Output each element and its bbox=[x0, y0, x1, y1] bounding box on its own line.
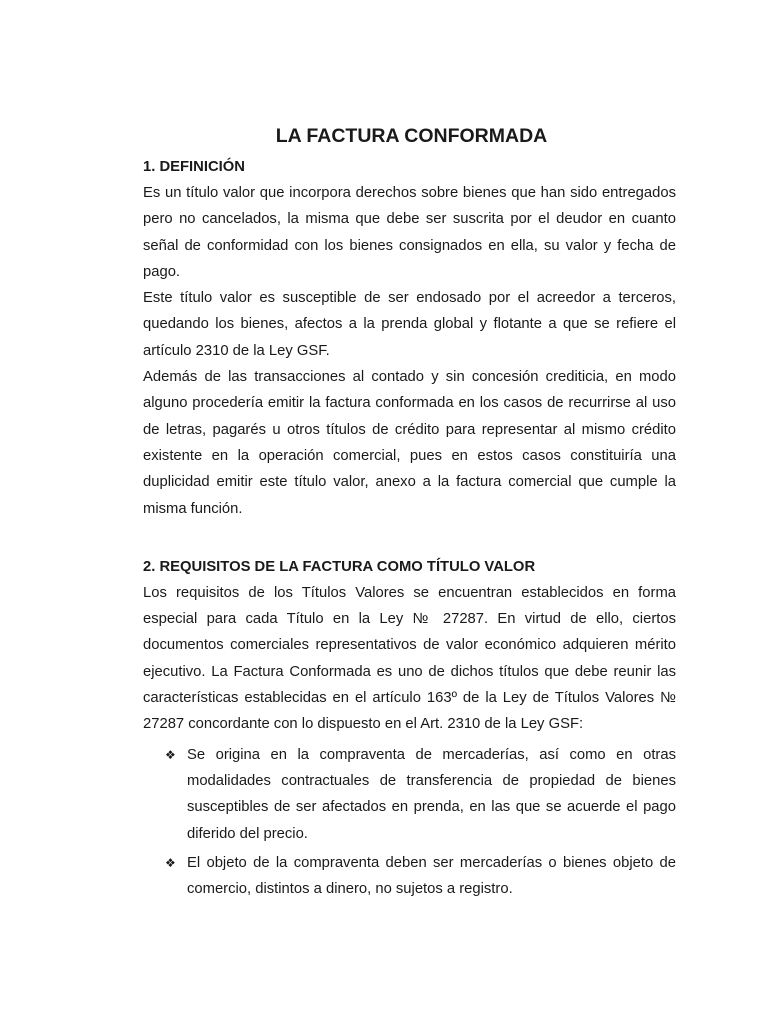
diamond-bullet-icon: ❖ bbox=[165, 747, 176, 762]
document-content bbox=[143, 123, 676, 905]
paragraph: Es un título valor que incorpora derechos sobre bienes que han sido entregados pero no cancelados, la misma que debe ser suscrita por el deudor en cuanto señal de conformidad con los bienes consignados en ella, su valor y fecha de pago. bbox=[143, 185, 676, 280]
document-title: LA FACTURA CONFORMADA bbox=[275, 125, 548, 147]
requirements-list bbox=[143, 742, 676, 903]
list-item-text: Se origina en la compraventa de mercaderías, así como en otras modalidades contractuales de transferencia de propiedad de bienes susceptibles de ser afectados en prenda, en las que se acuerde el pago diferido del precio. bbox=[187, 746, 676, 842]
list-item-text: El objeto de la compraventa deben ser mercaderías o bienes objeto de comercio, distintos a dinero, no sujetos a registro. bbox=[187, 854, 676, 898]
list-item bbox=[143, 850, 676, 903]
section-heading-definicion: 1. DEFINICIÓN bbox=[143, 159, 245, 175]
paragraph: Los requisitos de los Títulos Valores se encuentran establecidos en forma especial para cada Título en la Ley № 27287. En virtud de ello, ciertos documentos comerciales representativos de valor económico adquieren mérito ejecutivo. La Factura Conformada es uno de dichos títulos que debe reunir las características establecidas en el artículo 163º de la Ley de Títulos Valores № 27287 concordante con lo dispuesto en el Art. 2310 de la Ley GSF: bbox=[143, 584, 676, 733]
section-heading-requisitos: 2. REQUISITOS DE LA FACTURA COMO TÍTULO VALOR bbox=[143, 558, 536, 575]
paragraph: Este título valor es susceptible de ser endosado por el acreedor a terceros, quedando los bienes, afectos a la prenda global y flotante a que se refiere el artículo 2310 de la Ley GSF. bbox=[143, 290, 676, 359]
diamond-bullet-icon: ❖ bbox=[165, 855, 176, 870]
list-item bbox=[143, 742, 676, 847]
paragraph: Además de las transacciones al contado y sin concesión crediticia, en modo alguno procedería emitir la factura conformada en los casos de recurrirse al uso de letras, pagarés u otros títulos de crédito para representar al mismo crédito existente en la operación comercial, pues en estos casos constituiría una duplicidad emitir este título valor, anexo a la factura comercial que cumple la misma función. bbox=[143, 369, 676, 517]
